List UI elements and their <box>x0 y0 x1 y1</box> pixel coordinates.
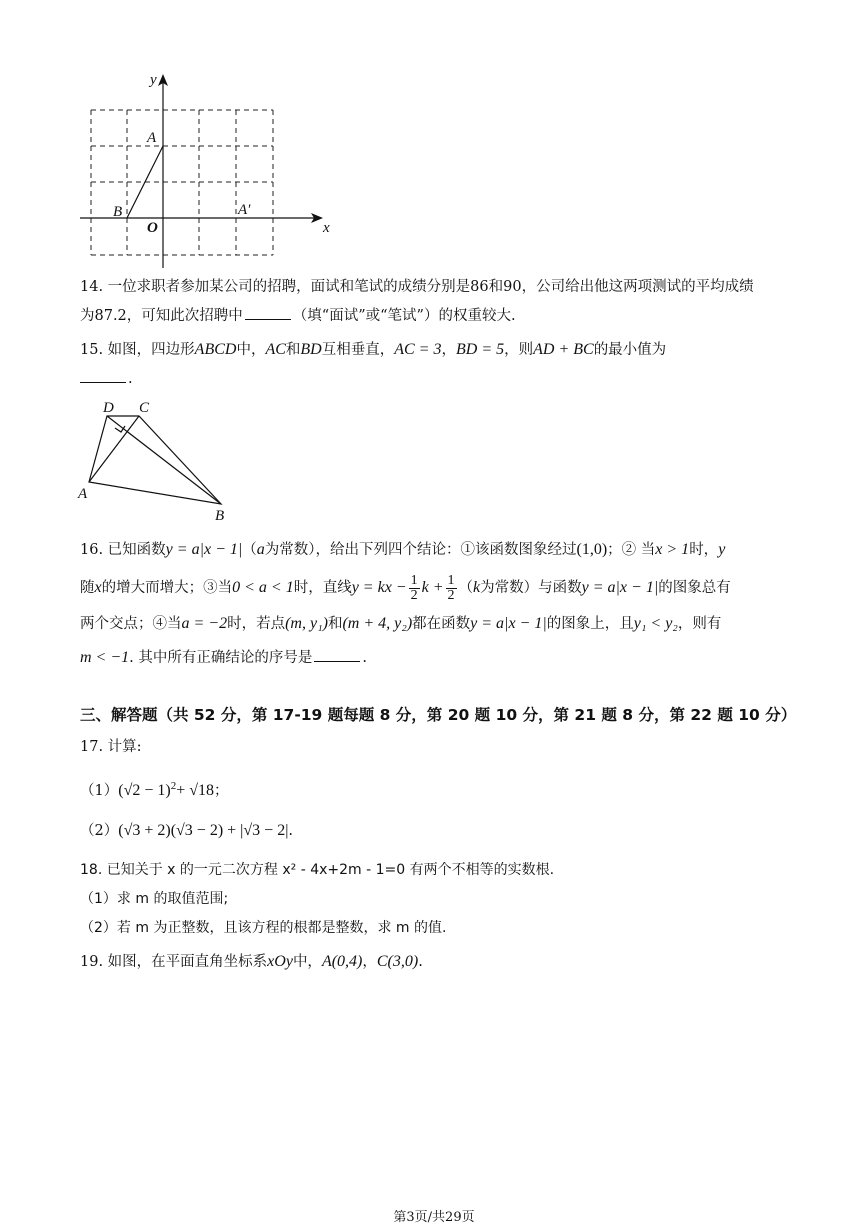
point-d-label: D <box>103 400 114 416</box>
q16-condition: y₁ < y₂ <box>633 615 678 632</box>
q17-title: 17. 计算: <box>80 739 142 755</box>
q15-line-1 <box>80 335 810 365</box>
coordinate-grid-figure <box>75 70 335 270</box>
q16-text: 的图象上，且 <box>546 616 634 632</box>
question-18 <box>80 856 810 943</box>
right-angle-mark <box>115 426 125 432</box>
q16-point-1: (m, y₁) <box>285 615 328 632</box>
q16-function: y = a|x − 1| <box>165 541 243 558</box>
page-number-footer: 第3页/共29页 <box>393 1210 475 1225</box>
exponent: 2 <box>170 780 177 792</box>
q16-function: y = a|x − 1| <box>470 615 547 632</box>
q15-text: ，则 <box>504 342 534 358</box>
q16-k-plus: k + <box>421 579 444 596</box>
q16-text: 时，若点 <box>227 616 286 632</box>
q16-text: 为常数）与函数 <box>480 580 582 596</box>
point-a-prime-label: A′ <box>238 202 251 218</box>
q14-line-1: 14. 一位求职者参加某公司的招聘，面试和笔试的成绩分别是86和90，公司给出他这两项测试的平均成绩 <box>80 279 754 295</box>
q16-line-expr: y = kx − <box>351 579 407 596</box>
q15-line-2 <box>80 365 810 394</box>
q16-point-2: (m + 4, y₂) <box>342 615 413 632</box>
fraction-half <box>409 574 420 603</box>
q19-line <box>80 947 810 977</box>
q16-var-a: a <box>256 541 265 558</box>
q16-var-x: x <box>94 579 102 596</box>
q16-text: 随 <box>80 580 95 596</box>
q16-text: 都在函数 <box>412 616 471 632</box>
y-axis-label: y <box>150 72 157 88</box>
q16-text: 和 <box>327 616 343 632</box>
q16-line-1 <box>80 535 810 565</box>
part-label: （1） <box>80 782 119 799</box>
dashed-grid <box>91 110 273 255</box>
q16-text: 两个交点；④当 <box>80 616 182 632</box>
q15-expr: AD + BC <box>533 341 594 358</box>
q17-expr-2: (√3 + 2)(√3 − 2) + |√3 − 2| <box>118 821 289 839</box>
q15-text: ， <box>441 342 456 358</box>
q16-text: . <box>362 650 367 666</box>
q17-expr-1b: + √18 <box>176 781 215 799</box>
point-b-label: B <box>113 204 123 220</box>
q17-part-2 <box>80 816 810 846</box>
q19-text: . <box>418 954 423 970</box>
question-17 <box>80 733 810 846</box>
q16-line-3 <box>80 609 810 639</box>
point-c-label: C <box>139 400 150 416</box>
q15-text: 互相垂直， <box>321 342 395 358</box>
point-a-label: A <box>78 486 88 502</box>
q17-end: ； <box>214 782 229 799</box>
q15-text: 15. 如图，四边形 <box>80 342 195 358</box>
q16-text: 时，直线 <box>293 580 352 596</box>
q16-condition: x > 1 <box>655 541 690 558</box>
numerator: 1 <box>410 572 418 588</box>
section-3-header: 三、解答题（共 52 分，第 17-19 题每题 8 分，第 20 题 10 分，第 21 题 8 分，第 22 题 10 分） <box>80 706 797 724</box>
q16-line-4 <box>80 643 810 673</box>
q19-point-c: C(3,0) <box>376 953 419 970</box>
q15-text: 和 <box>285 342 301 358</box>
origin-label: O <box>147 220 158 236</box>
q16-text: 16. 已知函数 <box>80 542 166 558</box>
q16-text: 时， <box>689 542 719 558</box>
q16-text: （ <box>242 542 257 558</box>
q14-line-2 <box>80 302 810 331</box>
part-label: （2） <box>80 822 119 839</box>
q15-eq2: BD = 5 <box>455 341 505 358</box>
q18-part-2: （2）若 m 为正整数，且该方程的根都是整数，求 m 的值. <box>80 920 447 936</box>
q16-var-k: k <box>473 579 481 596</box>
q19-xoy: xOy <box>267 953 293 970</box>
q16-function: y = a|x − 1| <box>581 579 659 596</box>
q14-line-2-start: 为87.2，可知此次招聘中 <box>80 308 243 324</box>
q16-line-2 <box>80 573 810 603</box>
q15-eq1: AC = 3 <box>394 341 442 358</box>
q15-end: . <box>128 371 133 387</box>
quadrilateral-figure <box>75 396 235 524</box>
quadrilateral-abcd <box>89 416 221 504</box>
q16-text: 的图象总有 <box>658 580 731 596</box>
q16-text: 为常数），给出下列四个结论：①该函数图象经过 <box>264 542 577 558</box>
q15-ac: AC <box>265 341 286 358</box>
q19-text: 19. 如图，在平面直角坐标系 <box>80 954 268 970</box>
answer-blank <box>245 305 291 320</box>
answer-blank <box>314 647 360 662</box>
q16-text: （ <box>458 580 474 596</box>
question-14 <box>80 273 810 331</box>
denominator: 2 <box>447 587 455 603</box>
answer-blank <box>80 368 126 383</box>
diagonal-ac <box>89 416 139 482</box>
q16-point: (1,0) <box>576 541 608 558</box>
q17-part-1 <box>80 772 810 806</box>
q18-title: 18. 已知关于 x 的一元二次方程 x² - 4x+2m - 1=0 有两个不相等的实数根. <box>80 862 555 878</box>
point-b-label: B <box>215 508 225 524</box>
diagonal-bd <box>107 416 221 504</box>
q19-text: 中， <box>292 954 322 970</box>
q16-text: 的增大而增大；③当 <box>101 580 233 596</box>
q16-condition: m < −1 <box>80 649 130 666</box>
q16-var-y: y <box>718 541 726 558</box>
q14-line-2-end: （填“面试”或“笔试”）的权重较大. <box>292 308 516 324</box>
q16-text: ；② 当 <box>607 542 656 558</box>
q18-part-1: （1）求 m 的取值范围; <box>80 891 229 907</box>
point-a-label: A <box>147 130 157 146</box>
numerator: 1 <box>447 572 455 588</box>
fraction-half <box>446 574 457 603</box>
q16-condition: a = −2 <box>181 615 228 632</box>
q15-quad: ABCD <box>194 341 237 358</box>
denominator: 2 <box>410 587 418 603</box>
q19-point-a: A(0,4) <box>321 953 363 970</box>
q15-text: 的最小值为 <box>593 342 667 358</box>
q17-end: . <box>288 822 293 839</box>
x-axis-label: x <box>323 220 330 236</box>
q15-text: 中， <box>236 342 266 358</box>
q16-text: . 其中所有正确结论的序号是 <box>129 650 313 666</box>
q19-text: ， <box>362 954 377 970</box>
question-16 <box>80 535 810 673</box>
q15-bd: BD <box>300 341 322 358</box>
question-15 <box>80 335 810 394</box>
q16-condition: 0 < a < 1 <box>232 579 294 596</box>
q16-text: ，则有 <box>677 616 722 632</box>
q17-expr-1a: (√2 − 1) <box>118 781 171 799</box>
question-19 <box>80 947 810 977</box>
